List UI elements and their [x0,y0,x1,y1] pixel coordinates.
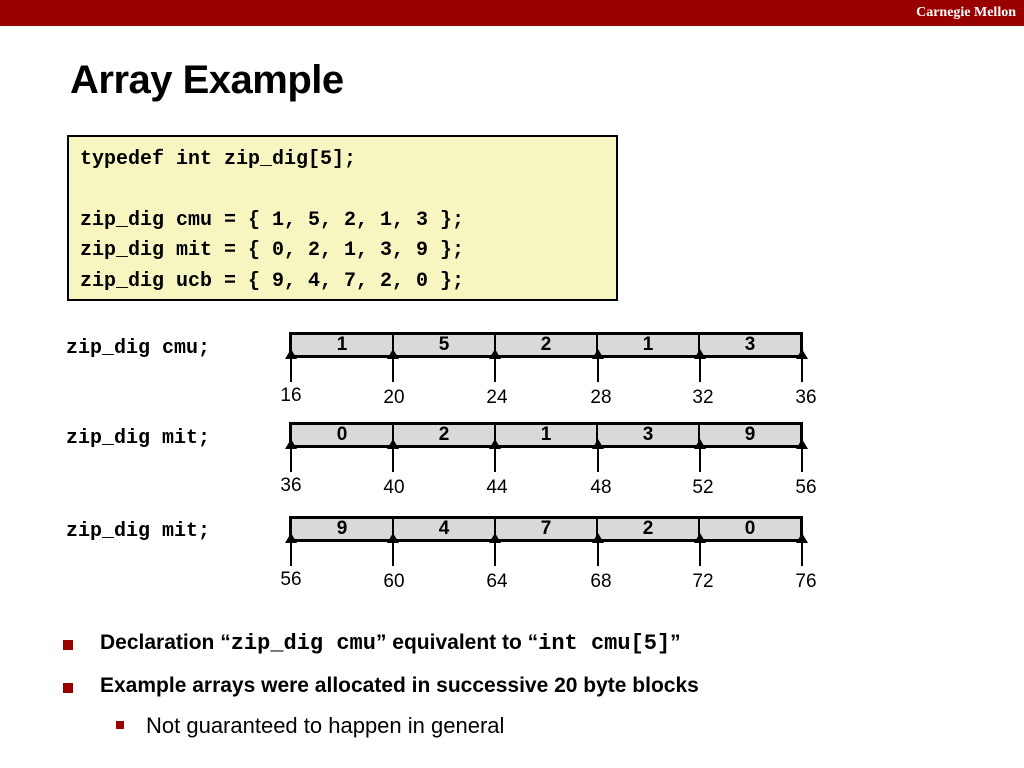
array-cell: 7 [494,519,596,539]
bullet-square-icon [63,683,73,693]
array-cell: 2 [596,519,698,539]
address-label: 68 [590,571,612,592]
array-cell: 5 [392,335,494,355]
array-cell: 1 [596,335,698,355]
address-label: 56 [280,569,302,590]
address-arrow [801,358,803,382]
address-label: 36 [280,475,302,496]
array-mit [289,422,803,448]
address-label: 20 [383,387,405,408]
address-arrow [699,542,701,566]
bullet-declaration [100,631,681,656]
address-label: 32 [692,387,714,408]
address-arrow [290,542,292,566]
address-arrow [801,542,803,566]
address-arrow [597,542,599,566]
address-label: 28 [590,387,612,408]
address-label: 52 [692,477,714,498]
address-label: 16 [280,385,302,406]
address-label: 36 [795,387,817,408]
address-label: 56 [795,477,817,498]
array-cell: 1 [336,334,348,355]
address-arrow [699,448,701,472]
bullet-text: Declaration “ [100,631,231,654]
address-label: 60 [383,571,405,592]
array-cell: 2 [494,335,596,355]
array-cell: 9 [336,518,348,539]
array-cell: 3 [596,425,698,445]
inline-code: int cmu[5] [538,631,671,656]
array-cell: 0 [336,424,348,445]
address-label: 40 [383,477,405,498]
code-line: zip_dig ucb = { 9, 4, 7, 2, 0 }; [80,269,465,293]
array-label-cmu: zip_dig cmu; [66,337,211,360]
address-arrow [494,448,496,472]
slide-title: Array Example [70,58,344,102]
header-bar [0,0,1024,26]
code-line: zip_dig mit = { 0, 2, 1, 3, 9 }; [80,239,465,262]
array-cell: 4 [392,519,494,539]
code-block [67,135,618,301]
inline-code: zip_dig cmu [230,631,376,656]
bullet-text: ” equivalent to “ [375,631,539,654]
array-label-mit: zip_dig mit; [66,427,211,450]
array-cell: 0 [698,519,800,539]
code-line: typedef int zip_dig[5]; [80,148,357,171]
address-label: 72 [692,571,714,592]
address-arrow [290,358,292,382]
address-arrow [699,358,701,382]
address-arrow [290,448,292,472]
array-cell: 2 [392,425,494,445]
address-arrow [801,448,803,472]
sub-bullet-not-guaranteed: Not guaranteed to happen in general [146,713,505,738]
array-cell: 3 [698,335,800,355]
address-arrow [494,542,496,566]
bullet-text: ” [670,631,681,654]
array-cell: 9 [698,425,800,445]
address-label: 24 [486,387,508,408]
address-arrow [494,358,496,382]
brand-name: Carnegie Mellon [916,5,1016,20]
address-arrow [597,358,599,382]
code-line [80,176,605,206]
address-label: 76 [795,571,817,592]
array-label-third: zip_dig mit; [66,520,211,543]
address-label: 64 [486,571,508,592]
address-arrow [392,542,394,566]
code-line: zip_dig cmu = { 1, 5, 2, 1, 3 }; [80,208,465,232]
sub-bullet-square-icon [116,721,124,729]
array-cell: 1 [494,425,596,445]
array-cmu [289,332,803,358]
bullet-allocation: Example arrays were allocated in successive 20 byte blocks [100,674,699,697]
array-ucb [289,516,803,542]
address-arrow [392,358,394,382]
address-arrow [392,448,394,472]
address-label: 48 [590,477,612,498]
bullet-square-icon [63,640,73,650]
address-arrow [597,448,599,472]
address-label: 44 [486,477,508,498]
